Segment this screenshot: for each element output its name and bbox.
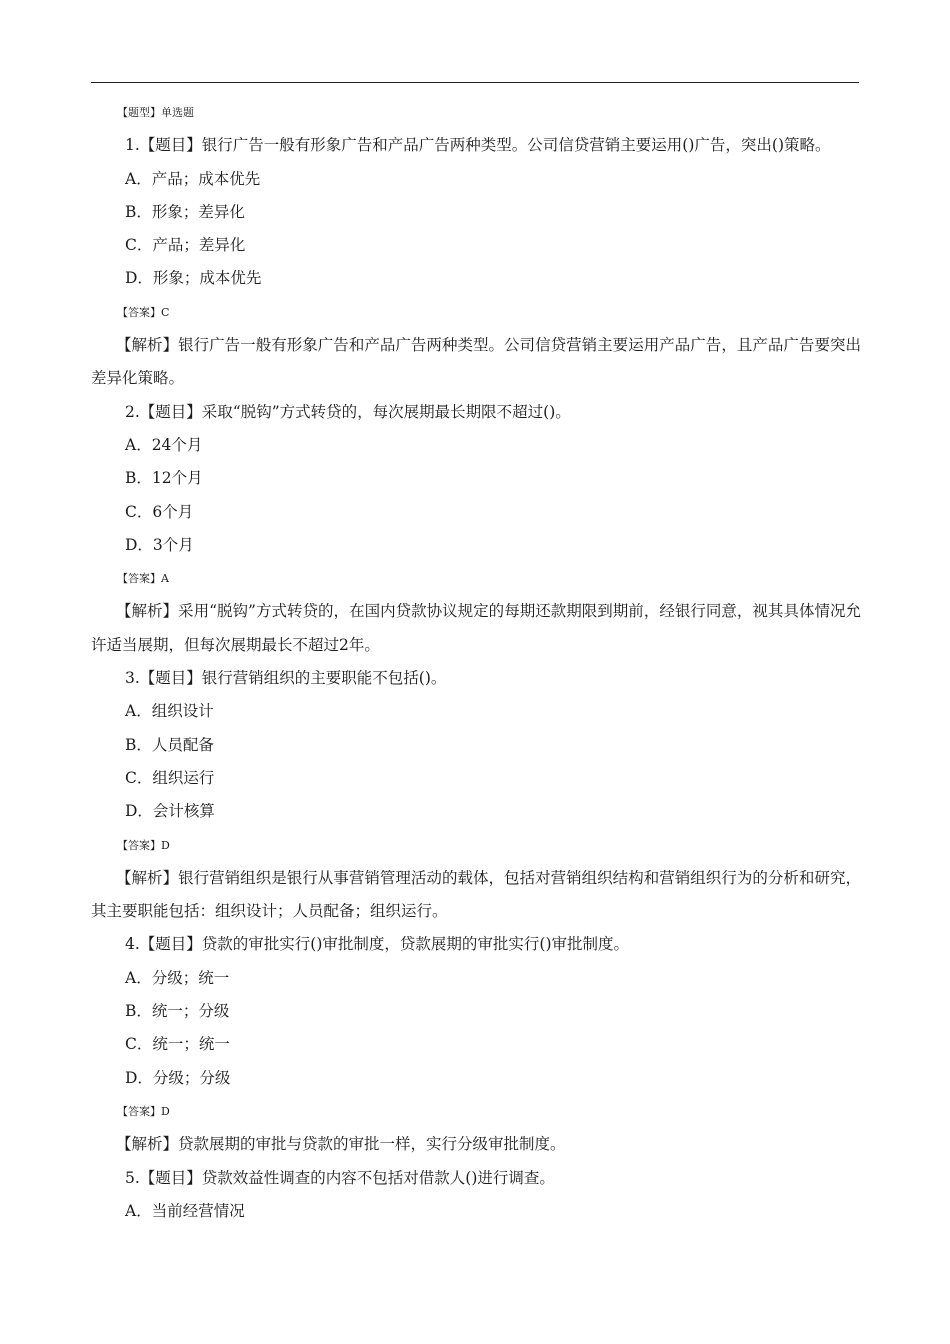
question-4-option-c: C．统一；统一 bbox=[125, 1035, 230, 1054]
question-text: 【题目】贷款的审批实行()审批制度，贷款展期的审批实行()审批制度。 bbox=[139, 935, 629, 954]
question-number: 2. bbox=[125, 402, 140, 421]
question-number: 5. bbox=[125, 1168, 140, 1187]
question-1-option-a: A．产品；成本优先 bbox=[125, 169, 261, 188]
question-2-option-d: D．3个月 bbox=[125, 535, 194, 554]
question-4-analysis: 【解析】贷款展期的审批与贷款的审批一样，实行分级审批制度。 bbox=[116, 1135, 566, 1154]
question-2-option-a: A．24个月 bbox=[125, 435, 203, 454]
question-2-option-c: C．6个月 bbox=[125, 502, 194, 521]
header-rule bbox=[91, 82, 859, 83]
question-1-option-d: D．形象；成本优先 bbox=[125, 269, 262, 288]
question-2-analysis: 【解析】采用“脱钩”方式转贷的，在国内贷款协议规定的每期还款期限到期前，经银行同意，视其具体情况允许适当展期，但每次展期最长不超过2年。 bbox=[91, 602, 861, 654]
question-3-stem bbox=[91, 662, 861, 695]
question-3-analysis: 【解析】银行营销组织是银行从事营销管理活动的载体，包括对营销组织结构和营销组织行为的分析和研究，其主要职能包括：组织设计；人员配备；组织运行。 bbox=[91, 868, 861, 921]
question-text: 【题目】银行营销组织的主要职能不包括()。 bbox=[139, 669, 447, 688]
question-1-stem bbox=[91, 129, 861, 162]
question-text: 【题目】银行广告一般有形象广告和产品广告两种类型。公司信贷营销主要运用()广告，突出()策略。 bbox=[139, 136, 831, 155]
question-4-stem bbox=[91, 928, 861, 961]
question-text: 【题目】贷款效益性调查的内容不包括对借款人()进行调查。 bbox=[139, 1168, 555, 1187]
question-3-option-c: C．组织运行 bbox=[125, 768, 215, 787]
question-1-analysis: 【解析】银行广告一般有形象广告和产品广告两种类型。公司信贷营销主要运用产品广告，且产品广告要突出差异化策略。 bbox=[91, 336, 861, 388]
question-number: 4. bbox=[125, 935, 140, 954]
section-type-label: 【题型】单选题 bbox=[117, 106, 194, 119]
question-3-option-a: A．组织设计 bbox=[125, 702, 214, 721]
question-4-option-a: A．分级；统一 bbox=[125, 968, 230, 987]
question-4-option-d: D．分级；分级 bbox=[125, 1068, 231, 1087]
question-5-option-a: A．当前经营情况 bbox=[125, 1201, 245, 1220]
question-1-option-c: C．产品；差异化 bbox=[125, 236, 246, 255]
question-3-option-b: B．人员配备 bbox=[125, 735, 214, 754]
question-2-answer: 【答案】A bbox=[117, 572, 169, 586]
question-text: 【题目】采取“脱钩”方式转贷的，每次展期最长期限不超过()。 bbox=[139, 402, 571, 421]
question-number: 1. bbox=[125, 136, 140, 155]
question-1-option-b: B．形象；差异化 bbox=[125, 202, 245, 221]
question-4-answer: 【答案】D bbox=[117, 1104, 170, 1118]
question-2-stem bbox=[91, 396, 861, 429]
document-body bbox=[91, 96, 861, 1228]
question-3-answer: 【答案】D bbox=[117, 838, 170, 852]
question-3-option-d: D．会计核算 bbox=[125, 802, 215, 821]
question-4-option-b: B．统一；分级 bbox=[125, 1002, 230, 1021]
question-1-answer: 【答案】C bbox=[117, 305, 170, 319]
question-5-stem bbox=[91, 1162, 861, 1195]
question-number: 3. bbox=[125, 669, 140, 688]
question-2-option-b: B．12个月 bbox=[125, 469, 203, 488]
